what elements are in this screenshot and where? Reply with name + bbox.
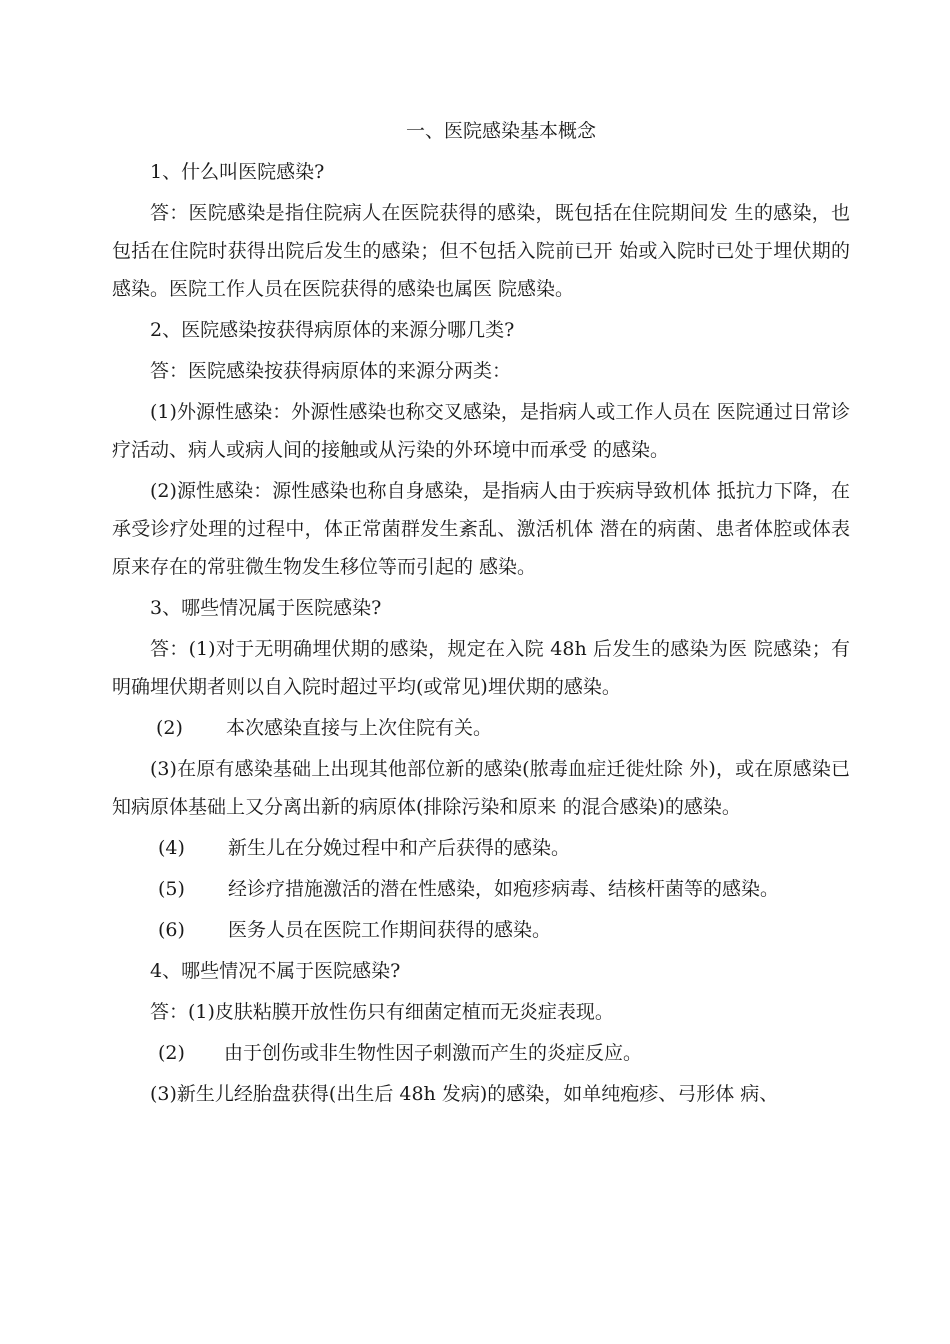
answer-4-item-1: 答：(1)皮肤粘膜开放性伤只有细菌定植而无炎症表现。: [150, 1001, 614, 1023]
answer-2-item-1: (1)外源性感染：外源性感染也称交叉感染，是指病人或工作人员在 医院通过日常诊疗活动、病人或病人间的接触或从污染的外环境中而承受 的感染。: [112, 401, 850, 461]
question-2: 2、医院感染按获得病原体的来源分哪几类?: [150, 319, 515, 341]
item-text: 由于创伤或非生物性因子刺激而产生的炎症反应。: [224, 1042, 643, 1064]
item-text: 医务人员在医院工作期间获得的感染。: [228, 919, 552, 941]
answer-3-item-2: [112, 709, 850, 747]
answer-3-item-4: [112, 829, 850, 867]
item-text: 新生儿在分娩过程中和产后获得的感染。: [228, 837, 571, 859]
item-number: (4): [158, 837, 185, 859]
item-number: (6): [158, 919, 185, 941]
item-number: (5): [158, 878, 185, 900]
answer-3-item-5: [112, 870, 850, 908]
item-text: 本次感染直接与上次住院有关。: [226, 717, 493, 739]
answer-3-item-3: (3)在原有感染基础上出现其他部位新的感染(脓毒血症迁徙灶除 外)，或在原感染已知病原体基础上又分离出新的病原体(排除污染和原来 的混合感染)的感染。: [112, 758, 850, 818]
question-3: 3、哪些情况属于医院感染?: [150, 597, 382, 619]
answer-2-item-2: (2)源性感染：源性感染也称自身感染，是指病人由于疾病导致机体 抵抗力下降，在承受诊疗处理的过程中，体正常菌群发生紊乱、激活机体 潜在的病菌、患者体腔或体表原来存在的常驻微生物发生移位等而引起的 感染。: [112, 480, 850, 578]
item-text: 经诊疗措施激活的潜在性感染，如疱疹病毒、结核杆菌等的感染。: [228, 878, 780, 900]
section-title: 一、医院感染基本概念: [405, 120, 596, 142]
answer-3-item-6: [112, 911, 850, 949]
item-number: (2): [156, 717, 183, 739]
answer-3-item-1: 答：(1)对于无明确埋伏期的感染，规定在入院 48h 后发生的感染为医 院感染；有明确埋伏期者则以自入院时超过平均(或常见)埋伏期的感染。: [112, 638, 850, 698]
answer-4-item-2: [112, 1034, 850, 1072]
answer-4-item-3: (3)新生儿经胎盘获得(出生后 48h 发病)的感染，如单纯疱疹、弓形体 病、: [150, 1083, 779, 1105]
answer-1: 答：医院感染是指住院病人在医院获得的感染，既包括在住院期间发 生的感染，也包括在住院时获得出院后发生的感染；但不包括入院前已开 始或入院时已处于埋伏期的感染。医院工作人员在医院获得的感染也属医 院感染。: [112, 202, 850, 300]
item-number: (2): [158, 1042, 185, 1064]
question-4: 4、哪些情况不属于医院感染?: [150, 960, 401, 982]
document-page: [112, 112, 850, 1116]
question-1: 1、什么叫医院感染?: [150, 161, 325, 183]
answer-2-intro: 答：医院感染按获得病原体的来源分两类：: [150, 360, 512, 382]
